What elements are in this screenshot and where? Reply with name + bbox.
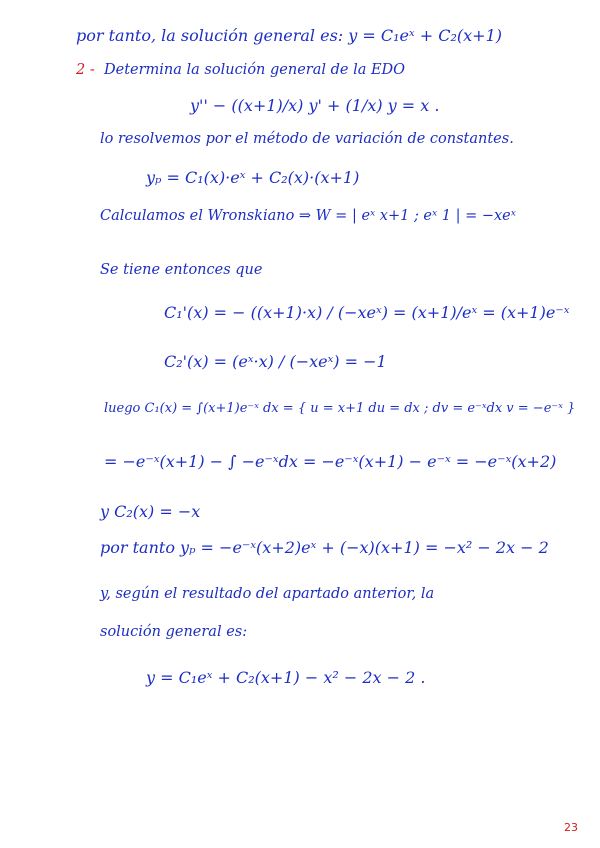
line-yp-form: yₚ = C₁(x)·eˣ + C₂(x)·(x+1) (146, 168, 360, 187)
exercise-marker: 2 - (76, 62, 95, 78)
line-c1-result: = −e⁻ˣ(x+1) − ∫ −e⁻ˣdx = −e⁻ˣ(x+1) − e⁻ˣ = −e⁻ˣ(x+2) (104, 452, 557, 471)
line-then: Se tiene entonces que (100, 262, 263, 278)
line-final-solution: y = C₁eˣ + C₂(x+1) − x² − 2x − 2 . (146, 668, 426, 687)
line-yp-result: por tanto yₚ = −e⁻ˣ(x+2)eˣ + (−x)(x+1) = −x² − 2x − 2 (100, 538, 549, 557)
line-c2-derivative: C₂'(x) = (eˣ·x) / (−xeˣ) = −1 (164, 352, 387, 371)
line-c1-derivative: C₁'(x) = − ((x+1)·x) / (−xeˣ) = (x+1)/eˣ = (x+1)e⁻ˣ (164, 303, 570, 322)
line-c2-result: y C₂(x) = −x (100, 502, 201, 521)
line-previous-result: y, según el resultado del apartado anterior, la (100, 586, 435, 602)
line-wronskian: Calculamos el Wronskiano ⇒ W = | eˣ x+1 ; eˣ 1 | = −xeˣ (100, 208, 516, 224)
line-c1-integral: luego C₁(x) = ∫(x+1)e⁻ˣ dx = { u = x+1 du = dx ; dv = e⁻ˣdx v = −e⁻ˣ } (104, 401, 576, 416)
line-ode: y'' − ((x+1)/x) y' + (1/x) y = x . (190, 96, 440, 115)
page-number: 23 (564, 821, 578, 834)
line-exercise-statement: Determina la solución general de la EDO (104, 62, 406, 78)
line-general-solution-previous: por tanto, la solución general es: y = C₁eˣ + C₂(x+1) (76, 26, 503, 45)
line-solution-intro: solución general es: (100, 624, 248, 640)
line-method: lo resolvemos por el método de variación de constantes. (100, 131, 514, 147)
